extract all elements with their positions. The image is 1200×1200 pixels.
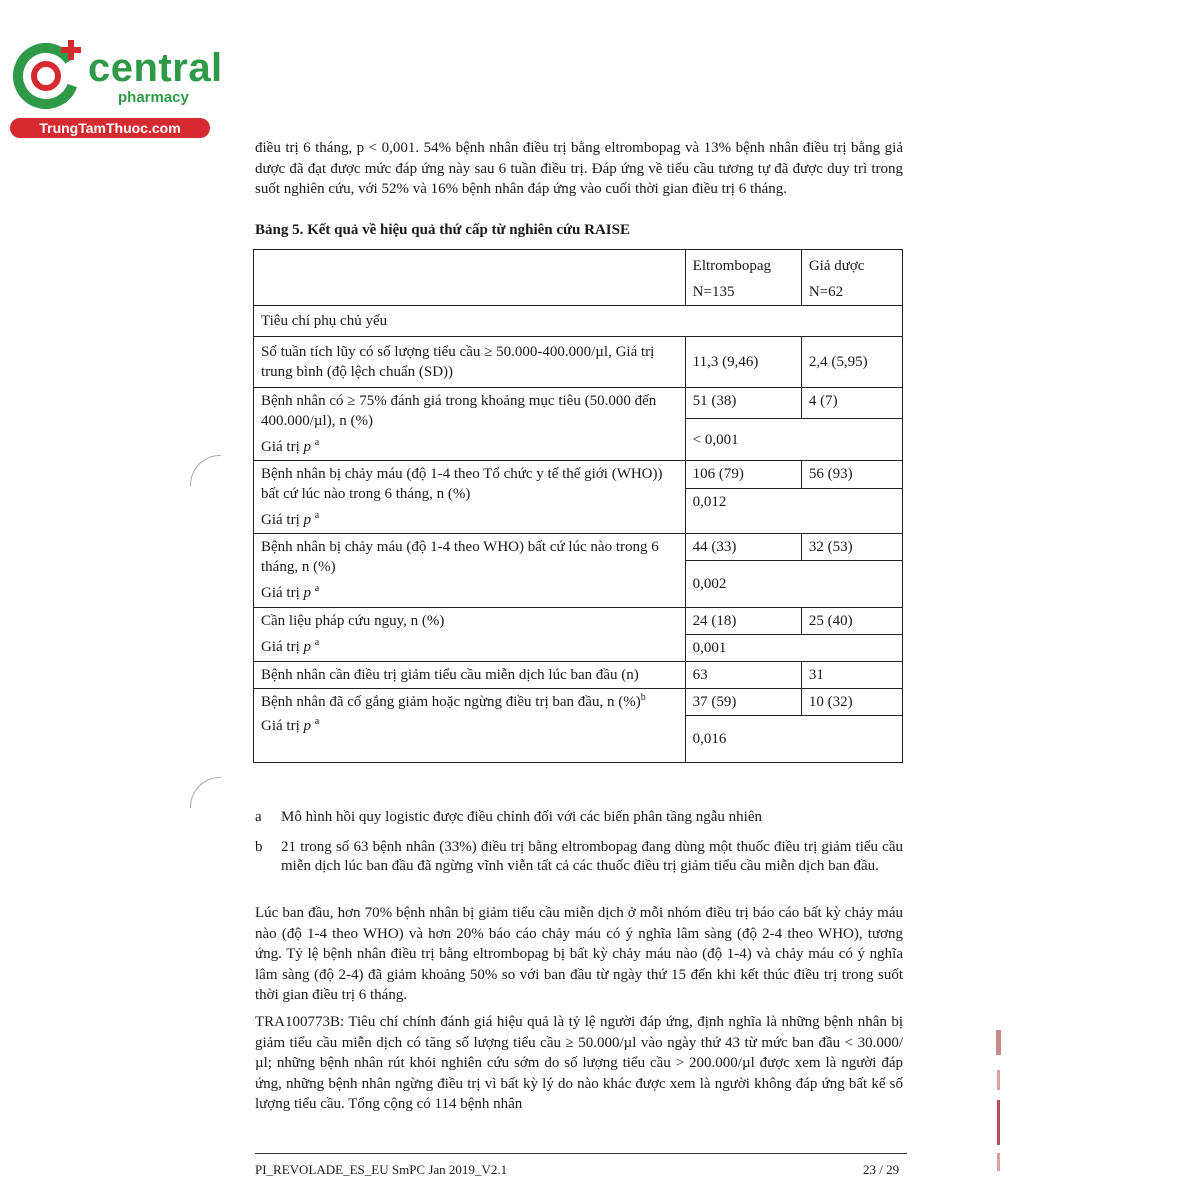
p-value-text: Giá trị [261, 718, 304, 734]
row-label: Bệnh nhân bị chảy máu (độ 1-4 theo Tổ chức y tế thế giới (WHO)) bất cứ lúc nào trong 6 tháng, n (%) [261, 466, 663, 502]
row-eltrombopag-value: 51 (38) [685, 388, 801, 419]
header-placebo-n: N=62 [808, 284, 844, 300]
table-row [254, 534, 903, 561]
footnote-a-marker: a [314, 637, 320, 648]
row-label-cell [254, 608, 686, 662]
p-letter: p [303, 718, 311, 734]
punch-hole-mark [190, 777, 221, 808]
row-eltrombopag-value: 63 [685, 662, 801, 689]
p-value-text: Giá trị [261, 585, 304, 601]
p-letter: p [303, 585, 311, 601]
tra100773b-paragraph: TRA100773B: Tiêu chí chính đánh giá hiệu quả là tỷ lệ người đáp ứng, định nghĩa là những bệnh nhân bị giảm tiểu cầu miễn dịch có tăng số lượng tiểu cầu ≥ 50.000/µl vào ngày thứ 43 từ mức ban đầu < 30.000/µl; những bệnh nhân rút khỏi nghiên cứu sớm do số lượng tiểu cầu > 200.000/µl được xem là người đáp ứng, những bệnh nhân ngừng điều trị vì bất kỳ lý do nào khác được xem là người không đáp ứng bất kể số lượng tiểu cầu. Tổng cộng có 114 bệnh nhân [255, 1014, 903, 1112]
footnote-b [255, 838, 903, 876]
footnote-label: a [255, 809, 262, 825]
header-eltrombopag [685, 250, 801, 306]
margin-stamp-mark [993, 1025, 1005, 1175]
row-p-value: 0,001 [685, 635, 902, 662]
intro-paragraph: điều trị 6 tháng, p < 0,001. 54% bệnh nhân điều trị bằng eltrombopag và 13% bệnh nhân điều trị bằng giả dược đã đạt được mức đáp ứng này sau 6 tuần điều trị. Đáp ứng về tiểu cầu tương tự đã được duy trì trong suốt nghiên cứu, với 52% và 16% bệnh nhân đáp ứng vào cuối thời gian điều trị 6 tháng. [255, 140, 903, 197]
p-value-text: Giá trị [261, 512, 304, 528]
row-p-value: < 0,001 [685, 419, 902, 461]
row-eltrombopag-value: 44 (33) [685, 534, 801, 561]
table-row [254, 461, 903, 489]
footnote-b-marker: b [640, 692, 646, 703]
p-value-label [261, 637, 678, 657]
section-row [254, 306, 903, 337]
p-value-text: Giá trị [261, 439, 304, 455]
footnote-text: 21 trong số 63 bệnh nhân (33%) điều trị bằng eltrombopag đang dùng một thuốc điều trị giảm tiểu cầu miễn dịch lúc ban đầu đã ngừng vĩnh viễn tất cả các thuốc điều trị giảm tiểu cầu miễn dịch ban đầu. [281, 839, 903, 874]
logo-wordmark: central [88, 46, 223, 90]
row-label-cell [254, 461, 686, 534]
results-table [253, 249, 903, 763]
row-label-cell [254, 388, 686, 461]
row-placebo-value: 25 (40) [801, 608, 902, 635]
table-row [254, 662, 903, 689]
p-value-label [261, 437, 678, 457]
header-placebo [801, 250, 902, 306]
row-placebo-value: 32 (53) [801, 534, 902, 561]
row-label: Số tuần tích lũy có số lượng tiểu cầu ≥ 50.000-400.000/µl, Giá trị trung bình (độ lệch chuẩn (SD)) [254, 337, 686, 388]
footnote-a-marker: a [314, 437, 320, 448]
header-eltrombopag-n: N=135 [692, 284, 735, 300]
logo-subtitle: pharmacy [118, 89, 189, 106]
logo-c-icon [10, 38, 88, 114]
footer-document-id: PI_REVOLADE_ES_EU SmPC Jan 2019_V2.1 [255, 1162, 508, 1177]
table-row [254, 689, 903, 716]
row-label: Bệnh nhân có ≥ 75% đánh giá trong khoảng mục tiêu (50.000 đến 400.000/µl), n (%) [261, 393, 657, 429]
table-row [254, 337, 903, 388]
row-label-cell [254, 689, 686, 763]
row-placebo-value: 56 (93) [801, 461, 902, 489]
header-eltrombopag-name: Eltrombopag [692, 258, 771, 274]
footer-page-number: 23 / 29 [863, 1162, 900, 1177]
punch-hole-mark [190, 455, 221, 486]
footnote-a-marker: a [314, 583, 320, 594]
row-eltrombopag-value: 24 (18) [685, 608, 801, 635]
bleeding-paragraph: Lúc ban đầu, hơn 70% bệnh nhân bị giảm tiểu cầu miễn dịch ở mỗi nhóm điều trị báo cáo bất kỳ chảy máu nào (độ 1-4 theo WHO) và hơn 20% báo cáo chảy máu có ý nghĩa lâm sàng (độ 2-4 theo WHO), tương ứng. Tỷ lệ bệnh nhân điều trị bằng eltrombopag bị bất kỳ chảy máu nào (độ 1-4) và chảy máu có ý nghĩa lâm sàng (độ 2-4) đã giảm khoảng 50% so với ban đầu từ ngày thứ 15 đến khi kết thúc điều trị trong suốt thời gian điều trị 6 tháng. [255, 905, 903, 1003]
row-p-value: 0,002 [685, 561, 902, 608]
footnote-a-marker: a [314, 510, 320, 521]
p-letter: p [303, 639, 311, 655]
p-value-label [261, 716, 678, 736]
row-label-cell [254, 534, 686, 608]
footnote-label: b [255, 839, 263, 855]
row-label: Bệnh nhân cần điều trị giảm tiểu cầu miễn dịch lúc ban đầu (n) [254, 662, 686, 689]
row-p-value: 0,016 [685, 716, 902, 763]
p-value-label [261, 583, 678, 603]
p-letter: p [303, 512, 311, 528]
p-letter: p [303, 439, 311, 455]
row-label: Bệnh nhân đã cố gắng giảm hoặc ngừng điều trị ban đầu, n (%) [261, 694, 641, 710]
table-row [254, 608, 903, 635]
header-placebo-name: Giả dược [808, 258, 865, 274]
row-placebo-value: 31 [801, 662, 902, 689]
footnote-a [255, 808, 903, 827]
footer-divider [255, 1153, 907, 1154]
footnote-a-marker: a [314, 716, 320, 727]
row-eltrombopag-value: 106 (79) [685, 461, 801, 489]
header-empty-cell [254, 250, 686, 306]
logo-url-badge[interactable]: TrungTamThuoc.com [10, 118, 210, 138]
row-eltrombopag-value: 37 (59) [685, 689, 801, 716]
p-value-text: Giá trị [261, 639, 304, 655]
central-pharmacy-logo[interactable] [10, 38, 223, 138]
row-p-value: 0,012 [685, 489, 902, 534]
p-value-label [261, 510, 678, 530]
row-label: Bệnh nhân bị chảy máu (độ 1-4 theo WHO) bất cứ lúc nào trong 6 tháng, n (%) [261, 539, 659, 575]
row-placebo-value: 2,4 (5,95) [801, 337, 902, 388]
table-caption: Bảng 5. Kết quả về hiệu quả thứ cấp từ nghiên cứu RAISE [255, 222, 630, 238]
row-eltrombopag-value: 11,3 (9,46) [685, 337, 801, 388]
table-header-row [254, 250, 903, 306]
row-placebo-value: 4 (7) [801, 388, 902, 419]
row-label: Cần liệu pháp cứu nguy, n (%) [261, 613, 445, 629]
footnote-text: Mô hình hồi quy logistic được điều chỉnh đối với các biến phân tầng ngẫu nhiên [281, 809, 762, 825]
section-label: Tiêu chí phụ chủ yếu [254, 306, 903, 337]
row-placebo-value: 10 (32) [801, 689, 902, 716]
table-row [254, 388, 903, 419]
